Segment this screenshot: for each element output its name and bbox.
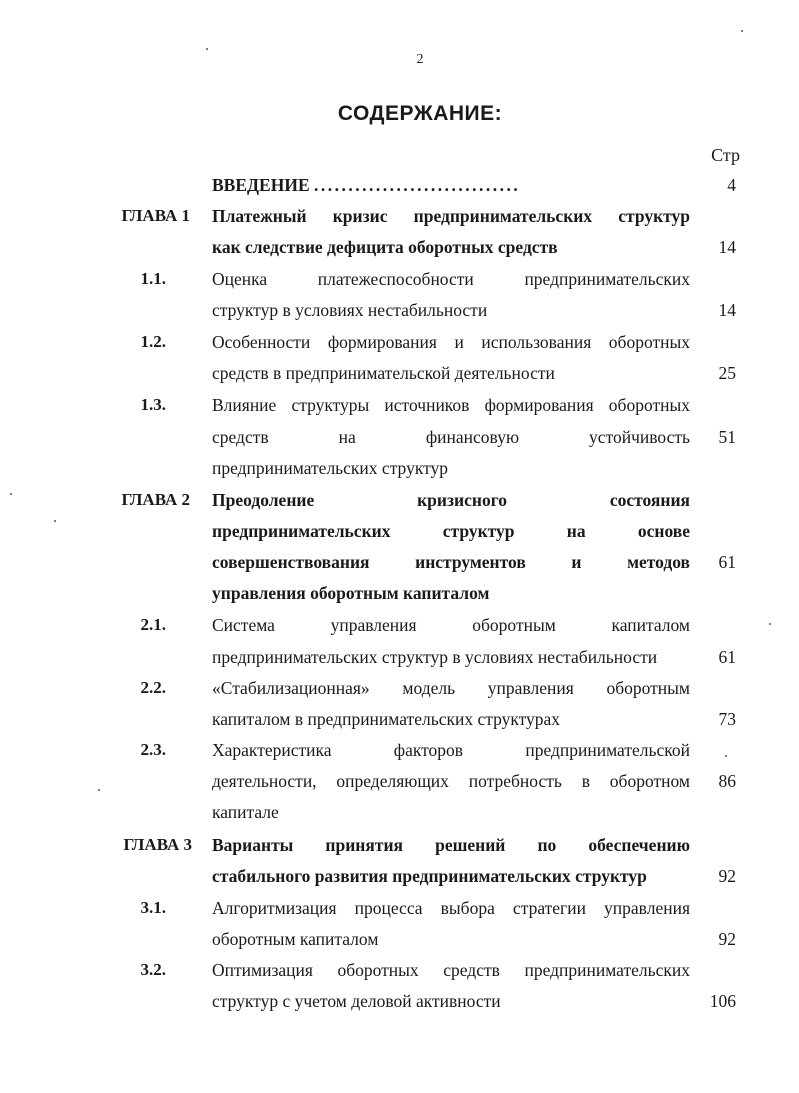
toc-section-line: Оптимизация оборотных средств предпринимательских — [212, 960, 690, 980]
toc-chapter-title-line: предпринимательских структур на основе — [212, 521, 690, 541]
toc-section-number: 1.2. — [140, 332, 166, 351]
toc-section-page: 25 — [718, 363, 736, 383]
toc-section-page: 51 — [718, 427, 736, 447]
toc-chapter-title-line: Варианты принятия решений по обеспечению — [212, 835, 690, 855]
toc-section-line: капитале — [212, 802, 279, 822]
toc-intro-page: 4 — [727, 175, 736, 195]
toc-chapter-title-line: управления оборотным капиталом — [212, 583, 490, 603]
scan-speck — [54, 520, 56, 522]
toc-chapter-page: 61 — [718, 552, 736, 572]
toc-section-line: структур в условиях нестабильности — [212, 300, 488, 320]
toc-section-line: структур с учетом деловой активности — [212, 991, 501, 1011]
page-column-label: Стр — [711, 145, 740, 165]
toc-section-line: предпринимательских структур в условиях нестабильности — [212, 647, 658, 667]
toc-section-page: 86 — [718, 771, 736, 791]
toc-section-line: «Стабилизационная» модель управления оборотным — [212, 678, 690, 698]
toc-chapter-title-line: совершенствования инструментов и методов — [212, 552, 690, 572]
scan-speck — [10, 493, 12, 495]
toc-section-page: 92 — [718, 929, 736, 949]
scan-speck — [769, 623, 771, 625]
toc-section-line: средств на финансовую устойчивость — [212, 427, 690, 447]
toc-section-number: 1.1. — [140, 269, 166, 288]
toc-section-line: Система управления оборотным капиталом — [212, 615, 690, 635]
toc-section-line: деятельности, определяющих потребность в оборотном — [212, 771, 690, 791]
toc-section-page: 73 — [718, 709, 736, 729]
toc-chapter-title-line: стабильного развития предпринимательских структур — [212, 866, 647, 886]
toc-section-page: 61 — [718, 647, 736, 667]
toc-section-line: предпринимательских структур — [212, 458, 449, 478]
scan-speck — [98, 789, 100, 791]
toc-section-number: 3.1. — [140, 898, 166, 917]
toc-section-line: средств в предпринимательской деятельности — [212, 363, 555, 383]
toc-section-page: 14 — [718, 300, 736, 320]
toc-chapter-number: ГЛАВА 1 — [121, 206, 190, 225]
toc-section-line: Особенности формирования и использования оборотных — [212, 332, 690, 352]
scan-speck — [206, 48, 208, 50]
toc-section-number: 2.3. — [140, 740, 166, 759]
toc-section-line: Алгоритмизация процесса выбора стратегии управления — [212, 898, 690, 918]
scan-speck — [741, 30, 743, 32]
toc-section-number: 2.1. — [140, 615, 166, 634]
toc-section-number: 1.3. — [140, 395, 166, 414]
toc-section-page: 106 — [709, 991, 736, 1011]
toc-section-number: 3.2. — [140, 960, 166, 979]
toc-chapter-title-line: Преодоление кризисного состояния — [212, 490, 690, 510]
page-title: СОДЕРЖАНИЕ: — [337, 102, 503, 125]
toc-section-line: Характеристика факторов предпринимательской — [212, 740, 690, 760]
toc-chapter-page: 14 — [718, 237, 736, 257]
toc-chapter-number: ГЛАВА 2 — [121, 490, 190, 509]
toc-chapter-page: 92 — [718, 866, 736, 886]
page-number: 2 — [416, 52, 424, 67]
toc-section-line: Оценка платежеспособности предпринимательских — [212, 269, 690, 289]
toc-chapter-title-line: как следствие дефицита оборотных средств — [212, 237, 558, 257]
toc-chapter-title-line: Платежный кризис предпринимательских структур — [212, 206, 690, 226]
toc-section-line: капиталом в предпринимательских структурах — [212, 709, 561, 729]
toc-intro-label: ВВЕДЕНИЕ .............................. — [212, 175, 521, 195]
toc-section-line: оборотным капиталом — [212, 929, 379, 949]
scan-speck — [725, 755, 727, 757]
toc-section-number: 2.2. — [140, 678, 166, 697]
toc-section-line: Влияние структуры источников формирования оборотных — [212, 395, 690, 415]
toc-chapter-number: ГЛАВА 3 — [123, 835, 192, 854]
